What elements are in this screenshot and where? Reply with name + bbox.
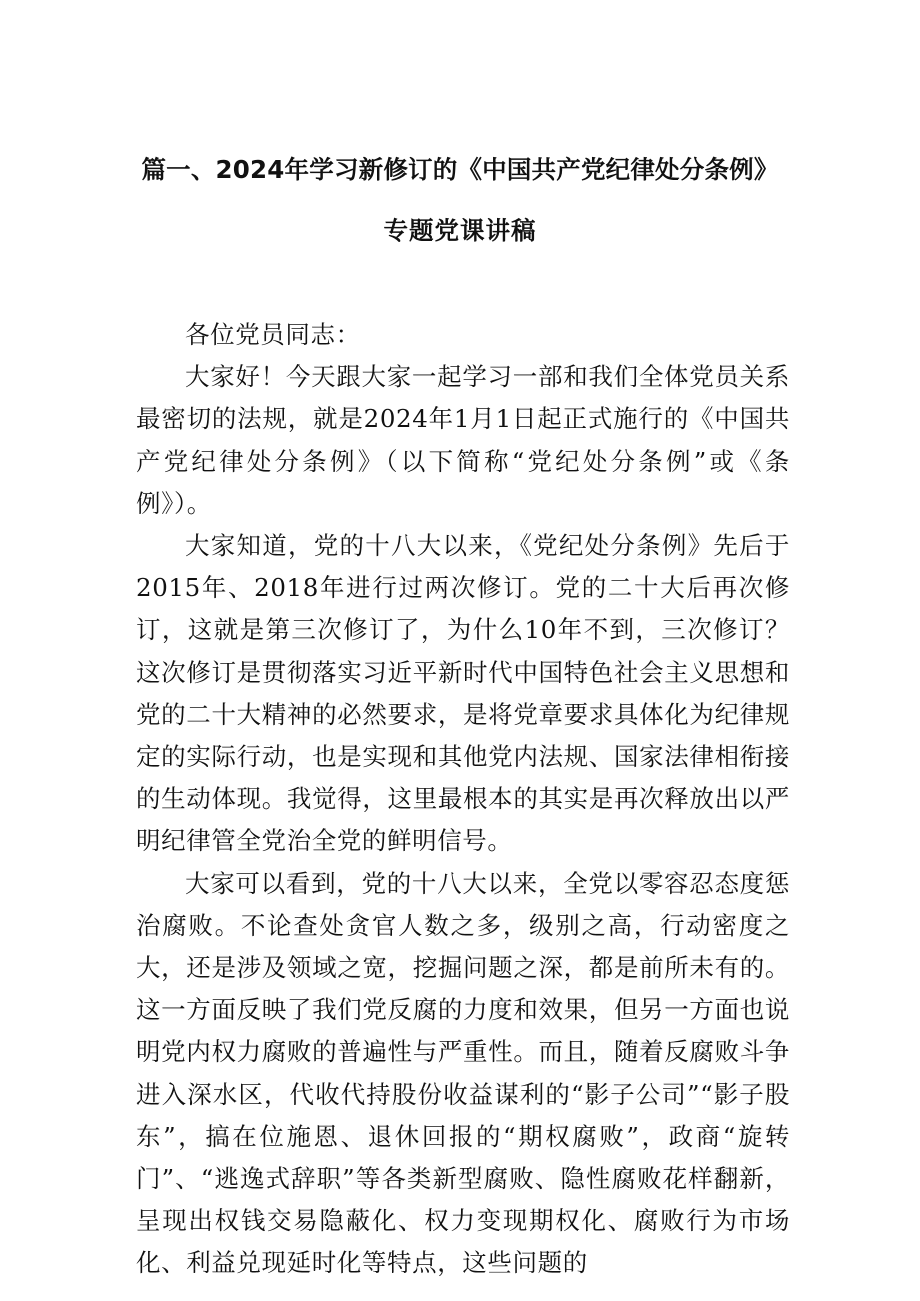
body-paragraph: 大家好！今天跟大家一起学习一部和我们全体党员关系最密切的法规，就是2024年1月1日起正式施行的《中国共产党纪律处分条例》（以下简称“党纪处分条例”或《条例》）。 (136, 362, 790, 518)
body-paragraph: 大家可以看到，党的十八大以来，全党以零容忍态度惩治腐败。不论查处贪官人数之多，级别之高，行动密度之大，还是涉及领域之宽，挖掘问题之深，都是前所未有的。这一方面反映了我们党反腐的力度和效果，但另一方面也说明党内权力腐败的普遍性与严重性。而且，随着反腐败斗争进入深水区，代收代持股份收益谋利的“影子公司”“影子股东”，搞在位施恩、退休回报的“期权腐败”，政商“旋转门”、“逃逸式辞职”等各类新型腐败、隐性腐败花样翻新，呈现出权钱交易隐蔽化、权力变现期权化、腐败行为市场化、利益兑现延时化等特点，这些问题的 (136, 868, 790, 1278)
document-subtitle: 专题党课讲稿 (383, 216, 537, 245)
document-title: 篇一、2024年学习新修订的《中国共产党纪律处分条例》 (141, 155, 779, 184)
document-body (136, 314, 790, 1285)
salutation-paragraph: 各位党员同志： (185, 320, 361, 349)
body-paragraph: 大家知道，党的十八大以来，《党纪处分条例》先后于2015年、2018年进行过两次修订。党的二十大后再次修订，这就是第三次修订了，为什么10年不到，三次修订？这次修订是贯彻落实习近平新时代中国特色社会主义思想和党的二十大精神的必然要求，是将党章要求具体化为纪律规定的实际行动，也是实现和其他党内法规、国家法律相衔接的生动体现。我觉得，这里最根本的其实是再次释放出以严明纪律管全党治全党的鲜明信号。 (136, 531, 790, 856)
